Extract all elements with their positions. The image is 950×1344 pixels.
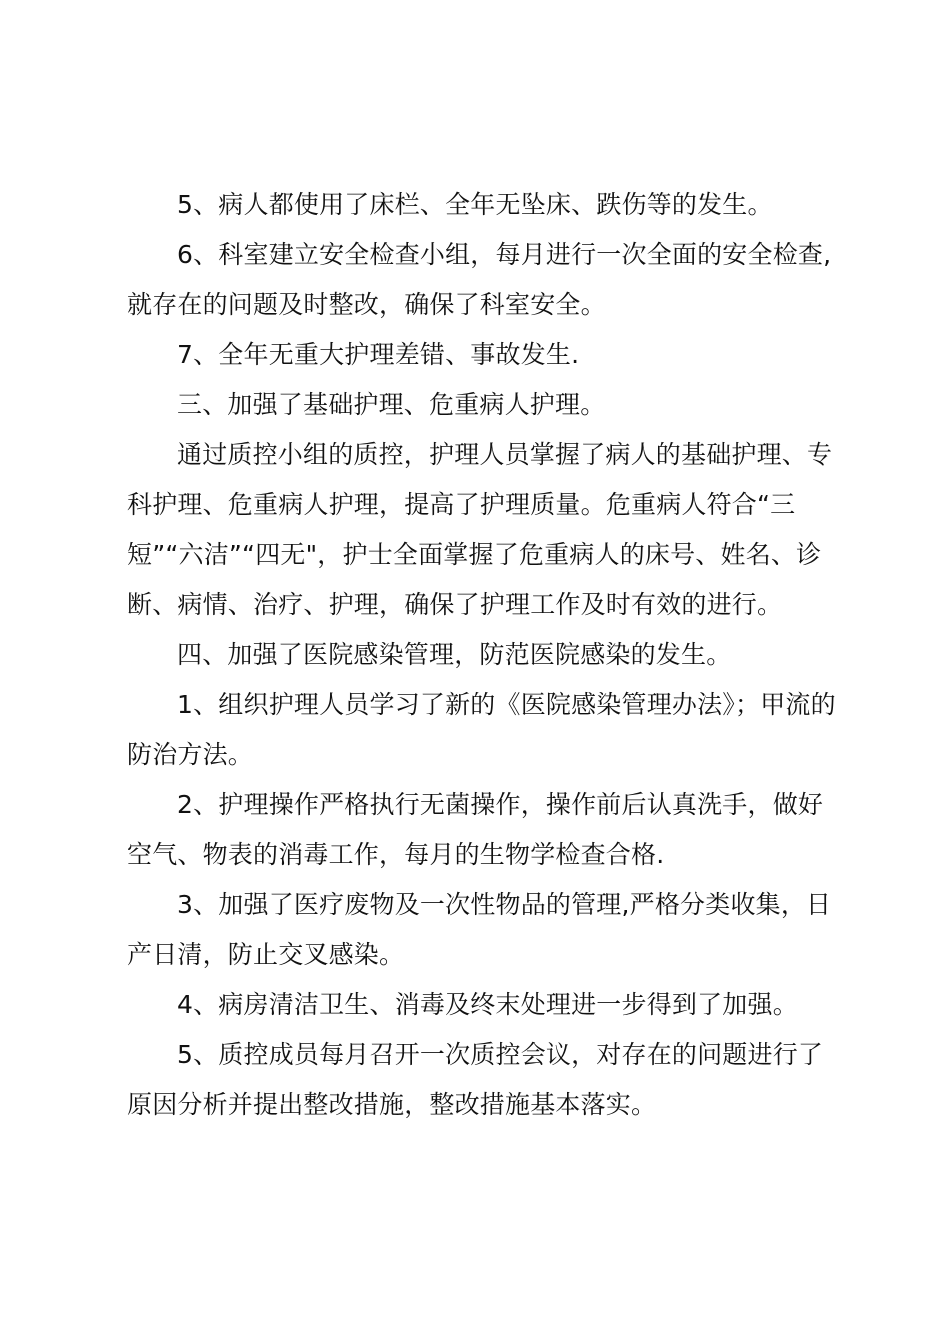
paragraph-item-4-ward-cleaning: 4、病房清洁卫生、消毒及终末处理进一步得到了加强。 <box>177 990 798 1019</box>
document-body <box>127 180 837 1130</box>
paragraph-item-6-safety-check: 6、科室建立安全检查小组，每月进行一次全面的安全检查,就存在的问题及时整改，确保了科室安全。 <box>127 240 832 319</box>
section-heading-3: 三、加强了基础护理、危重病人护理。 <box>177 390 606 419</box>
paragraph-item-5-qc-meeting: 5、质控成员每月召开一次质控会议，对存在的问题进行了原因分析并提出整改措施，整改措施基本落实。 <box>127 1040 824 1119</box>
paragraph-quality-control: 通过质控小组的质控，护理人员掌握了病人的基础护理、专科护理、危重病人护理，提高了护理质量。危重病人符合“三短”“六洁”“四无"，护士全面掌握了危重病人的床号、姓名、诊断、病情、治疗、护理，确保了护理工作及时有效的进行。 <box>127 440 833 619</box>
paragraph-item-5-bedrail: 5、病人都使用了床栏、全年无坠床、跌伤等的发生。 <box>177 190 773 219</box>
paragraph-item-1-training: 1、组织护理人员学习了新的《医院感染管理办法》；甲流的防治方法。 <box>127 690 836 769</box>
section-heading-4: 四、加强了医院感染管理，防范医院感染的发生。 <box>177 640 732 669</box>
paragraph-item-7-no-accidents: 7、全年无重大护理差错、事故发生. <box>177 340 580 369</box>
paragraph-item-2-aseptic: 2、护理操作严格执行无菌操作，操作前后认真洗手，做好空气、物表的消毒工作，每月的生物学检查合格. <box>127 790 824 869</box>
paragraph-item-3-medical-waste: 3、加强了医疗废物及一次性物品的管理,严格分类收集，日产日清，防止交叉感染。 <box>127 890 832 969</box>
